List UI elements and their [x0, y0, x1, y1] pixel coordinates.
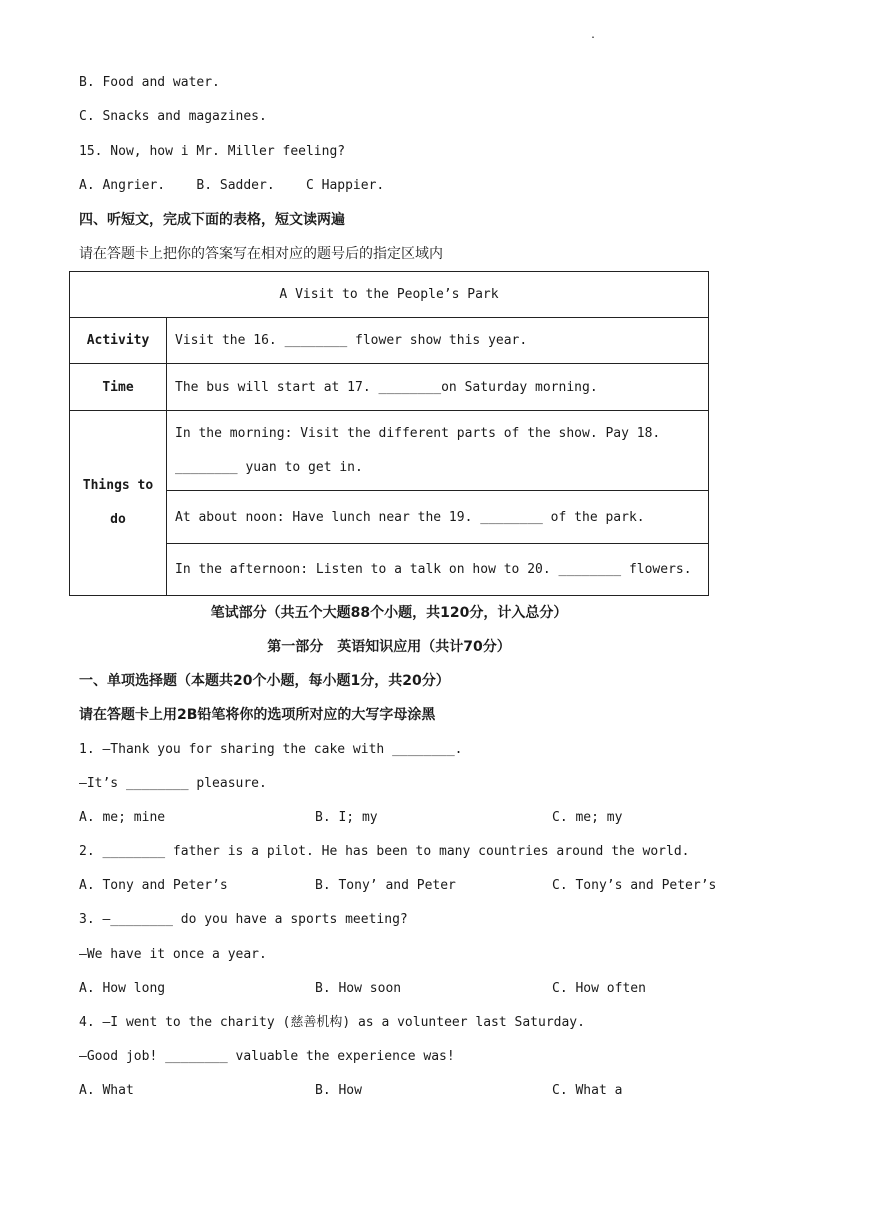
question-1: 1. —Thank you for sharing the cake with ________.	[79, 742, 463, 757]
question-4-reply: —Good job! ________ valuable the experience was!	[79, 1049, 455, 1064]
option-b-food: B. Food and water.	[79, 75, 220, 90]
question-4-option-a: A. What	[79, 1083, 134, 1098]
row-text-noon: At about noon: Have lunch near the 19. ________ of the park.	[167, 491, 709, 544]
question-3: 3. —________ do you have a sports meeting?	[79, 912, 408, 927]
question-3-option-b: B. How soon	[315, 981, 402, 996]
question-2-option-a: A. Tony and Peter’s	[79, 878, 228, 893]
question-4-option-c: C. What a	[552, 1083, 623, 1098]
section1-title: 一、单项选择题（本题共20个小题，每小题1分，共20分）	[79, 673, 450, 689]
table-title-row	[70, 272, 709, 318]
row-text-activity: Visit the 16. ________ flower show this year.	[167, 318, 709, 364]
row-text-afternoon: In the afternoon: Listen to a talk on how to 20. ________ flowers.	[167, 544, 709, 596]
question-2-option-b: B. Tony’ and Peter	[315, 878, 456, 893]
question-3-option-a: A. How long	[79, 981, 166, 996]
section1-instruction: 请在答题卡上用2B铅笔将你的选项所对应的大写字母涂黑	[79, 707, 436, 723]
question-4: 4. —I went to the charity (慈善机构) as a volunteer last Saturday.	[79, 1015, 585, 1030]
question-3-option-c: C. How often	[552, 981, 646, 996]
question-15-options: A. Angrier. B. Sadder. C Happier.	[79, 178, 385, 193]
question-1-option-c: C. me; my	[552, 810, 623, 825]
question-1-option-a: A. me; mine	[79, 810, 166, 825]
section4-instruction: 请在答题卡上把你的答案写在相对应的题号后的指定区域内	[79, 246, 443, 262]
row-text-morning: In the morning: Visit the different parts of the show. Pay 18. ________ yuan to get in.	[167, 411, 709, 491]
table-title: A Visit to the People’s Park	[70, 272, 709, 318]
question-4-option-b: B. How	[315, 1083, 362, 1098]
written-heading: 笔试部分（共五个大题88个小题，共120分，计入总分）	[210, 605, 568, 621]
row-label-time: Time	[70, 364, 167, 411]
question-1-reply: —It’s ________ pleasure.	[79, 776, 267, 791]
question-2: 2. ________ father is a pilot. He has been to many countries around the world.	[79, 844, 690, 859]
question-15: 15. Now, how i Mr. Miller feeling?	[79, 144, 346, 159]
row-label-things-to-do: Things to do	[70, 411, 167, 596]
question-1-option-b: B. I; my	[315, 810, 378, 825]
visit-table	[69, 271, 709, 596]
row-label-activity: Activity	[70, 318, 167, 364]
table-row	[70, 411, 709, 491]
table-row	[70, 318, 709, 364]
table-row	[70, 364, 709, 411]
page-dot: .	[590, 30, 597, 41]
question-3-reply: —We have it once a year.	[79, 947, 267, 962]
section4-title: 四、听短文，完成下面的表格，短文读两遍	[79, 212, 345, 228]
option-c-snacks: C. Snacks and magazines.	[79, 109, 267, 124]
part1-heading: 第一部分 英语知识应用（共计70分）	[267, 639, 511, 655]
row-text-time: The bus will start at 17. ________on Saturday morning.	[167, 364, 709, 411]
question-2-option-c: C. Tony’s and Peter’s	[552, 878, 717, 893]
